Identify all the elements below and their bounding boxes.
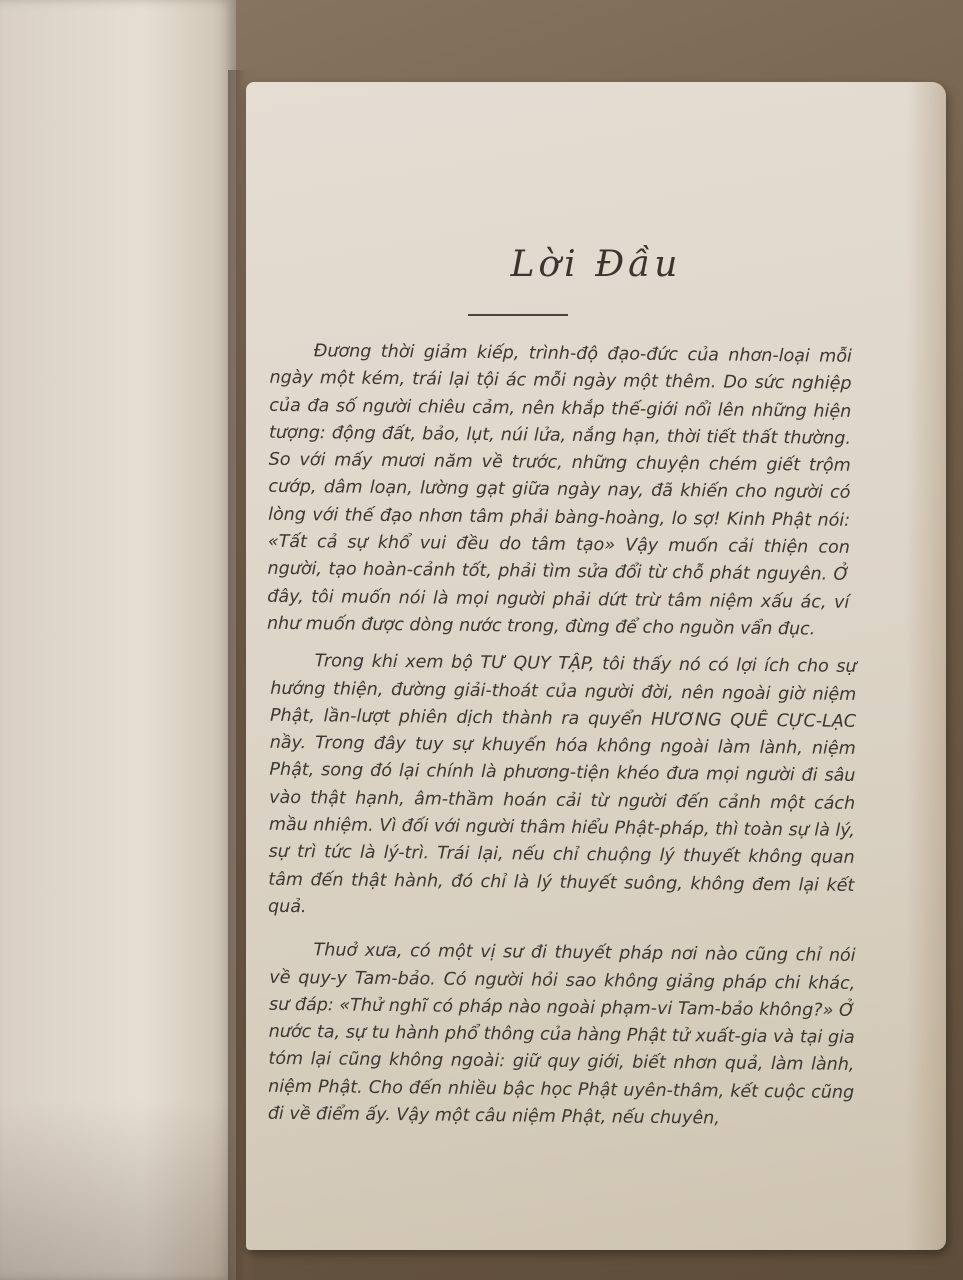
left-page <box>0 0 236 1280</box>
paragraph-1: Đương thời giảm kiếp, trình-độ đạo-đức của nhơn-loại mỗi ngày một kém, trái lại tội ác mỗi ngày một thêm. Do sức nghiệp của đa số người chiêu cảm, nên khắp thế-giới nổi lên những hiện tượng: động đất, bảo, lụt, núi lửa, nắng hạn, thời tiết thất thường. So với mấy mươi năm về trước, những chuyện chém giết trộm cướp, dâm loạn, lường gạt giữa ngày nay, đã khiến cho người có lòng với thế đạo nhơn tâm phải bàng-hoàng, lo sợ! Kinh Phật nói: «Tất cả sự khổ vui đều do tâm tạo» Vậy muốn cải thiện con người, tạo hoàn-cảnh tốt, phải tìm sửa đổi từ chỗ phát nguyên. Ở đây, tôi muốn nói là mọi người phải dứt trừ tâm niệm xấu ác, ví như muốn được dòng nước trong, đừng để cho nguồn vẩn đục. <box>266 341 852 640</box>
right-page <box>246 82 946 1250</box>
title-underline <box>468 314 568 316</box>
body-text <box>266 338 898 1143</box>
paragraph-2: Trong khi xem bộ TƯ QUY TẬP, tôi thấy nó có lợi ích cho sự hướng thiện, đường giải-thoát của người đời, nên ngoài giờ niệm Phật, lần-lượt phiên dịch thành ra quyển HƯƠNG QUÊ CỰC-LẠC nầy. Trong đây tuy sự khuyến hóa không ngoài làm lành, niệm Phật, song đó lại chính là phương-tiện khéo đưa mọi người đi sâu vào thật hạnh, âm-thầm hoán cải từ người đến cảnh một cách mầu nhiệm. Vì đối với người thâm hiểu Phật-pháp, thì toàn sự là lý, sự trì tức là lý-trì. Trái lại, nếu chỉ chuộng lý thuyết không quan tâm đến thật hành, đó chỉ là lý thuyết suông, không đem lại kết quả. <box>267 651 857 918</box>
paragraph-3: Thuở xưa, có một vị sư đi thuyết pháp nơi nào cũng chỉ nói về quy-y Tam-bảo. Có người hỏi sao không giảng pháp chi khác, sư đáp: «Thử nghĩ có pháp nào ngoài phạm-vi Tam-bảo không?» Ở nước ta, sự tu hành phổ thông của hàng Phật tử xuất-gia và tại gia tóm lại cũng không ngoài: giữ quy giới, biết nhơn quả, làm lành, niệm Phật. Cho đến nhiều bậc học Phật uyên-thâm, kết cuộc cũng đi về điểm ấy. Vậy một câu niệm Phật, nếu chuyên, <box>267 940 856 1129</box>
left-page-shadow <box>0 1100 236 1280</box>
page-title: Lời Đầu <box>510 244 682 285</box>
